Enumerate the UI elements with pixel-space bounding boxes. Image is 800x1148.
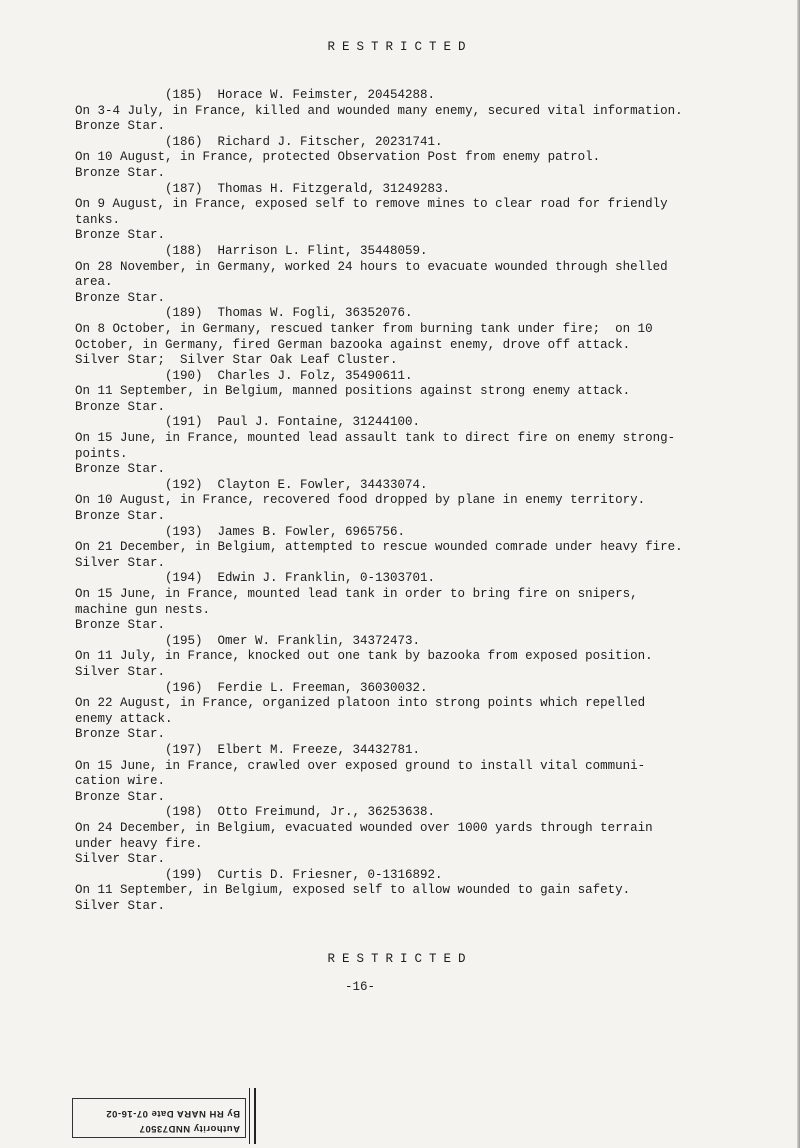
citation-title: (188) Harrison L. Flint, 35448059. [165, 243, 428, 258]
citation-text-line: On 15 June, in France, crawled over exposed ground to install vital communi- [75, 758, 646, 773]
citation-text-line: Bronze Star. [75, 290, 166, 305]
citation-text-line: under heavy fire. [75, 836, 203, 851]
citation-title: (198) Otto Freimund, Jr., 36253638. [165, 805, 436, 820]
citation-text-line: Bronze Star. [75, 727, 166, 742]
page-number: -16- [344, 980, 375, 994]
citation-text-line: On 15 June, in France, mounted lead assault tank to direct fire on enemy strong- [75, 431, 676, 446]
citation-text-line: cation wire. [75, 774, 166, 789]
citation-text-line: Bronze Star. [75, 119, 166, 134]
citation-text-line: Bronze Star. [75, 228, 166, 243]
stamp-bar [249, 1088, 256, 1144]
citation-text-line: On 10 August, in France, protected Observation Post from enemy patrol. [75, 150, 601, 165]
citation-title: (191) Paul J. Fontaine, 31244100. [165, 415, 421, 430]
citation-text-line: Silver Star. [75, 664, 166, 679]
citation-title: (190) Charles J. Folz, 35490611. [165, 368, 413, 383]
citation-title: (199) Curtis D. Friesner, 0-1316892. [165, 867, 443, 882]
citation-text-line: Bronze Star. [75, 399, 166, 414]
citation-text-line: On 11 July, in France, knocked out one tank by bazooka from exposed position. [75, 649, 653, 664]
citation-title: (194) Edwin J. Franklin, 0-1303701. [165, 571, 436, 586]
classification-header: RESTRICTED [327, 40, 473, 54]
citation-text-line: points. [75, 446, 128, 461]
citation-title: (196) Ferdie L. Freeman, 36030032. [165, 680, 428, 695]
citation-title: (197) Elbert M. Freeze, 34432781. [165, 742, 421, 757]
citation-text-line: On 8 October, in Germany, rescued tanker from burning tank under fire; on 10 [75, 321, 653, 336]
declassification-stamp [70, 1088, 258, 1144]
citation-text-line: Bronze Star. [75, 509, 166, 524]
citation-title: (195) Omer W. Franklin, 34372473. [165, 633, 421, 648]
citation-text-line: On 15 June, in France, mounted lead tank in order to bring fire on snipers, [75, 587, 638, 601]
citation-text-line: Silver Star. [75, 852, 166, 867]
classification-footer: RESTRICTED [327, 952, 473, 966]
citation-title: (186) Richard J. Fitscher, 20231741. [165, 134, 443, 149]
citation-text-line: On 24 December, in Belgium, evacuated wounded over 1000 yards through terrain [75, 820, 653, 835]
citation-text-line: October, in Germany, fired German bazooka against enemy, drove off attack. [75, 337, 631, 352]
citation-text-line: On 22 August, in France, organized platoon into strong points which repelled [75, 696, 646, 711]
citation-text-line: Bronze Star. [75, 165, 166, 180]
citation-text-line: On 21 December, in Belgium, attempted to rescue wounded comrade under heavy fire. [75, 540, 683, 555]
citation-text-line: On 28 November, in Germany, worked 24 hours to evacuate wounded through shelled [75, 259, 668, 274]
citation-title: (187) Thomas H. Fitzgerald, 31249283. [165, 181, 451, 196]
citation-text-line: Silver Star; Silver Star Oak Leaf Cluster. [75, 353, 398, 368]
citation-text-line: Bronze Star. [75, 618, 166, 633]
citation-title: (185) Horace W. Feimster, 20454288. [165, 88, 436, 102]
citation-title: (189) Thomas W. Fogli, 36352076. [165, 306, 413, 321]
citation-text-line: On 11 September, in Belgium, manned positions against strong enemy attack. [75, 384, 631, 399]
citation-title: (192) Clayton E. Fowler, 34433074. [165, 477, 428, 492]
citation-text-line: Bronze Star. [75, 462, 166, 477]
citation-text-line: tanks. [75, 212, 121, 227]
citation-text-line: On 10 August, in France, recovered food dropped by plane in enemy territory. [75, 493, 646, 508]
citation-text-line: On 3-4 July, in France, killed and wounded many enemy, secured vital information. [75, 103, 683, 118]
citation-text-line: area. [75, 275, 113, 290]
citation-text-line: enemy attack. [75, 711, 173, 726]
citation-list [75, 88, 735, 914]
citation-text-line: Silver Star. [75, 898, 166, 913]
citation-title: (193) James B. Fowler, 6965756. [165, 524, 406, 539]
citation-text-line: machine gun nests. [75, 602, 211, 617]
citation-text-line: Bronze Star. [75, 789, 166, 804]
citation-text-line: On 11 September, in Belgium, exposed self to allow wounded to gain safety. [75, 883, 631, 898]
citation-text-line: Silver Star. [75, 555, 166, 570]
stamp-date: By RH NARA Date 07-16-02 [105, 1108, 240, 1119]
stamp-authority: Authority NND73507 [139, 1123, 240, 1134]
citation-text-line: On 9 August, in France, exposed self to remove mines to clear road for friendly [75, 197, 668, 212]
